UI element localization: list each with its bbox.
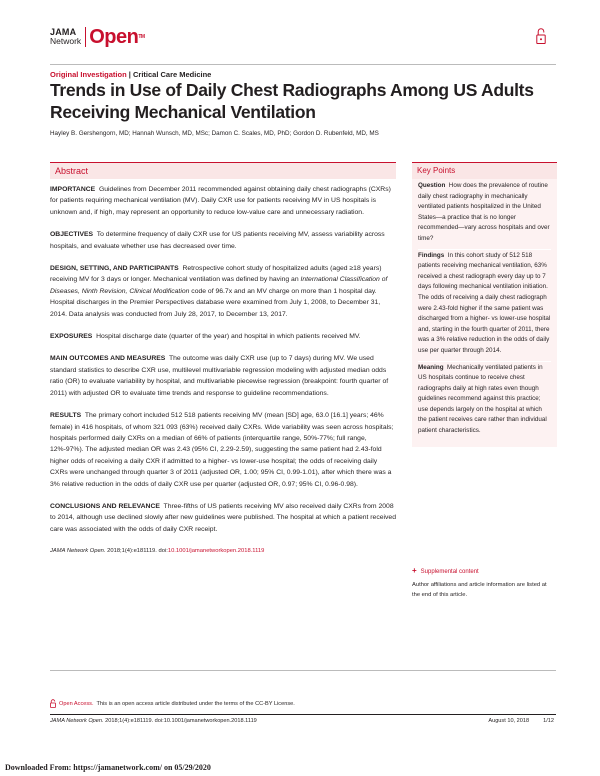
abstract-conclusions: CONCLUSIONS AND RELEVANCE Three-fifths of US patients receiving MV also received daily CXRs from 2008 to 2014, although use declined slowly after new guidelines were published. The hospital at which a patient received care was associated with the odds of daily CXR receipt.	[50, 502, 396, 533]
abstract-body	[50, 184, 396, 569]
logo-open: Open™	[89, 26, 145, 48]
key-points-meaning: Meaning Mechanically ventilated patients in US hospitals continue to receive chest radiographs daily at high rates even though guidelines recommend against this practice; use depends largely on the hospital at which the patient receives care rather than individual patient characteristics.	[418, 363, 547, 435]
abstract-heading: Abstract	[50, 162, 396, 179]
article-title: Trends in Use of Daily Chest Radiographs Among US Adults Receiving Mechanical Ventilation	[50, 80, 534, 122]
logo-network: Network	[50, 36, 82, 46]
footer-meta	[488, 718, 554, 724]
footer-citation: JAMA Network Open. 2018;1(4):e181119. doi:10.1001/jamanetworkopen.2018.1119	[50, 718, 257, 724]
open-access-divider	[50, 670, 556, 671]
open-access-notice: Open Access. This is an open access article distributed under the terms of the CC-BY License.	[50, 699, 295, 708]
footer-divider	[50, 714, 556, 715]
abstract-citation: JAMA Network Open. 2018;1(4):e181119. doi:10.1001/jamanetworkopen.2018.1119	[50, 548, 265, 555]
open-access-lock-icon	[536, 27, 546, 45]
abstract-design: DESIGN, SETTING, AND PARTICIPANTS Retrospective cohort study of hospitalized adults (aged ≥18 years) receiving MV for 3 days or longer. Mechanical ventilation was defined by having an International Classification of Diseases, Ninth Revision, Clinical Modification code of 96.7x and an MV charge on more than 1 hospital day. Hospital discharges in the Premier Perspectives database were examined from July 1, 2008, to December 31, 2014. Data analysis was conducted from July 28, 2017, to December 13, 2017.	[50, 265, 388, 318]
affiliations-note: Author affiliations and article information are listed at the end of this article.	[412, 582, 547, 598]
key-points-findings: Findings In this cohort study of 512 518 patients receiving mechanical ventilation, 63% received a chest radiograph every day up to 7 days following mechanical ventilation initiation. The odds of receiving a daily chest radiograph were 2.43-fold higher if the same patient was discharged from a higher- vs lower-use hospital and, starting in the fourth quarter of 2011, there was a 3% relative reduction in the odds of daily use per quarter through 2014.	[418, 251, 551, 362]
footer-date: August 10, 2018	[488, 718, 530, 724]
logo-divider	[85, 27, 86, 47]
key-points-body	[412, 179, 557, 447]
abstract-objectives: OBJECTIVES To determine frequency of daily CXR use for US patients receiving MV, assess variability across hospitals, and evaluate whether use has decreased over time.	[50, 231, 385, 250]
plus-icon: +	[412, 566, 417, 575]
key-points-question: Question How does the prevalence of routine daily chest radiography in mechanically ventilated patients hospitalized in the United States—a practice that is no longer recommended—vary across hospitals and over time?	[418, 181, 551, 250]
doi-link[interactable]: 10.1001/jamanetworkopen.2018.1119	[167, 548, 265, 555]
abstract-results: RESULTS The primary cohort included 512 518 patients receiving MV (mean [SD] age, 63.0 [16.1] years; 46% female) in 416 hospitals, of whom 321 093 (63%) received daily CXRs. Wide variability was seen across hospitals; hospitals performed daily CXRs on a median of 66% of patients (interquartile range, 50%-77%; full range, 12%-97%). The adjusted median OR was 2.43 (95% CI, 2.29-2.59), suggesting the same patient had 2.43-fold higher odds of receiving a daily CXR if admitted to a higher- vs lower-use hospital; the odds of receiving daily CXRs were unchanged through quarter 3 of 2011 (adjusted OR, 1.00; 95% CI, 0.99-1.01), after which there was a 3% relative reduction in the odds of daily CXR use per quarter (adjusted OR, 0.97; 95% CI, 0.96-0.98).	[50, 412, 394, 488]
open-access-icon	[50, 699, 56, 708]
logo-jama: JAMA	[50, 27, 77, 37]
author-list: Hayley B. Gershengorn, MD; Hannah Wunsch, MD, MSc; Damon C. Scales, MD, PhD; Gordon D. Rubenfeld, MD, MS	[50, 130, 379, 137]
abstract-importance: IMPORTANCE Guidelines from December 2011 recommended against obtaining daily chest radiographs (CXRs) for patients requiring mechanical ventilation (MV). Daily CXR use for patients receiving MV in US hospitals is unknown and, if high, may represent an opportunity to reduce low-value care and unnecessary radiation.	[50, 186, 391, 216]
header-divider	[50, 64, 556, 65]
download-stamp: Downloaded From: https://jamanetwork.com/ on 05/29/2020	[5, 763, 211, 772]
page-number: 1/12	[543, 718, 554, 724]
abstract-exposures: EXPOSURES Hospital discharge date (quarter of the year) and hospital in which patients received MV.	[50, 333, 361, 341]
abstract-outcomes: MAIN OUTCOMES AND MEASURES The outcome was daily CXR use (up to 7 days) during MV. We used standard statistics to describe CXR use, multilevel multivariable regression modeling with adjusted median odds ratio (OR) to evaluate variability by hospital, and multivariable piecewise regression (breakpoint: fourth quarter of 2011) with adjusted OR to evaluate time trends and response to guideline recommendations.	[50, 355, 389, 397]
journal-logo[interactable]	[50, 26, 145, 48]
supplemental-content-link[interactable]: + Supplemental content	[412, 566, 479, 575]
key-points-heading: Key Points	[412, 162, 557, 179]
article-type: Original Investigation | Critical Care Medicine	[50, 70, 212, 79]
